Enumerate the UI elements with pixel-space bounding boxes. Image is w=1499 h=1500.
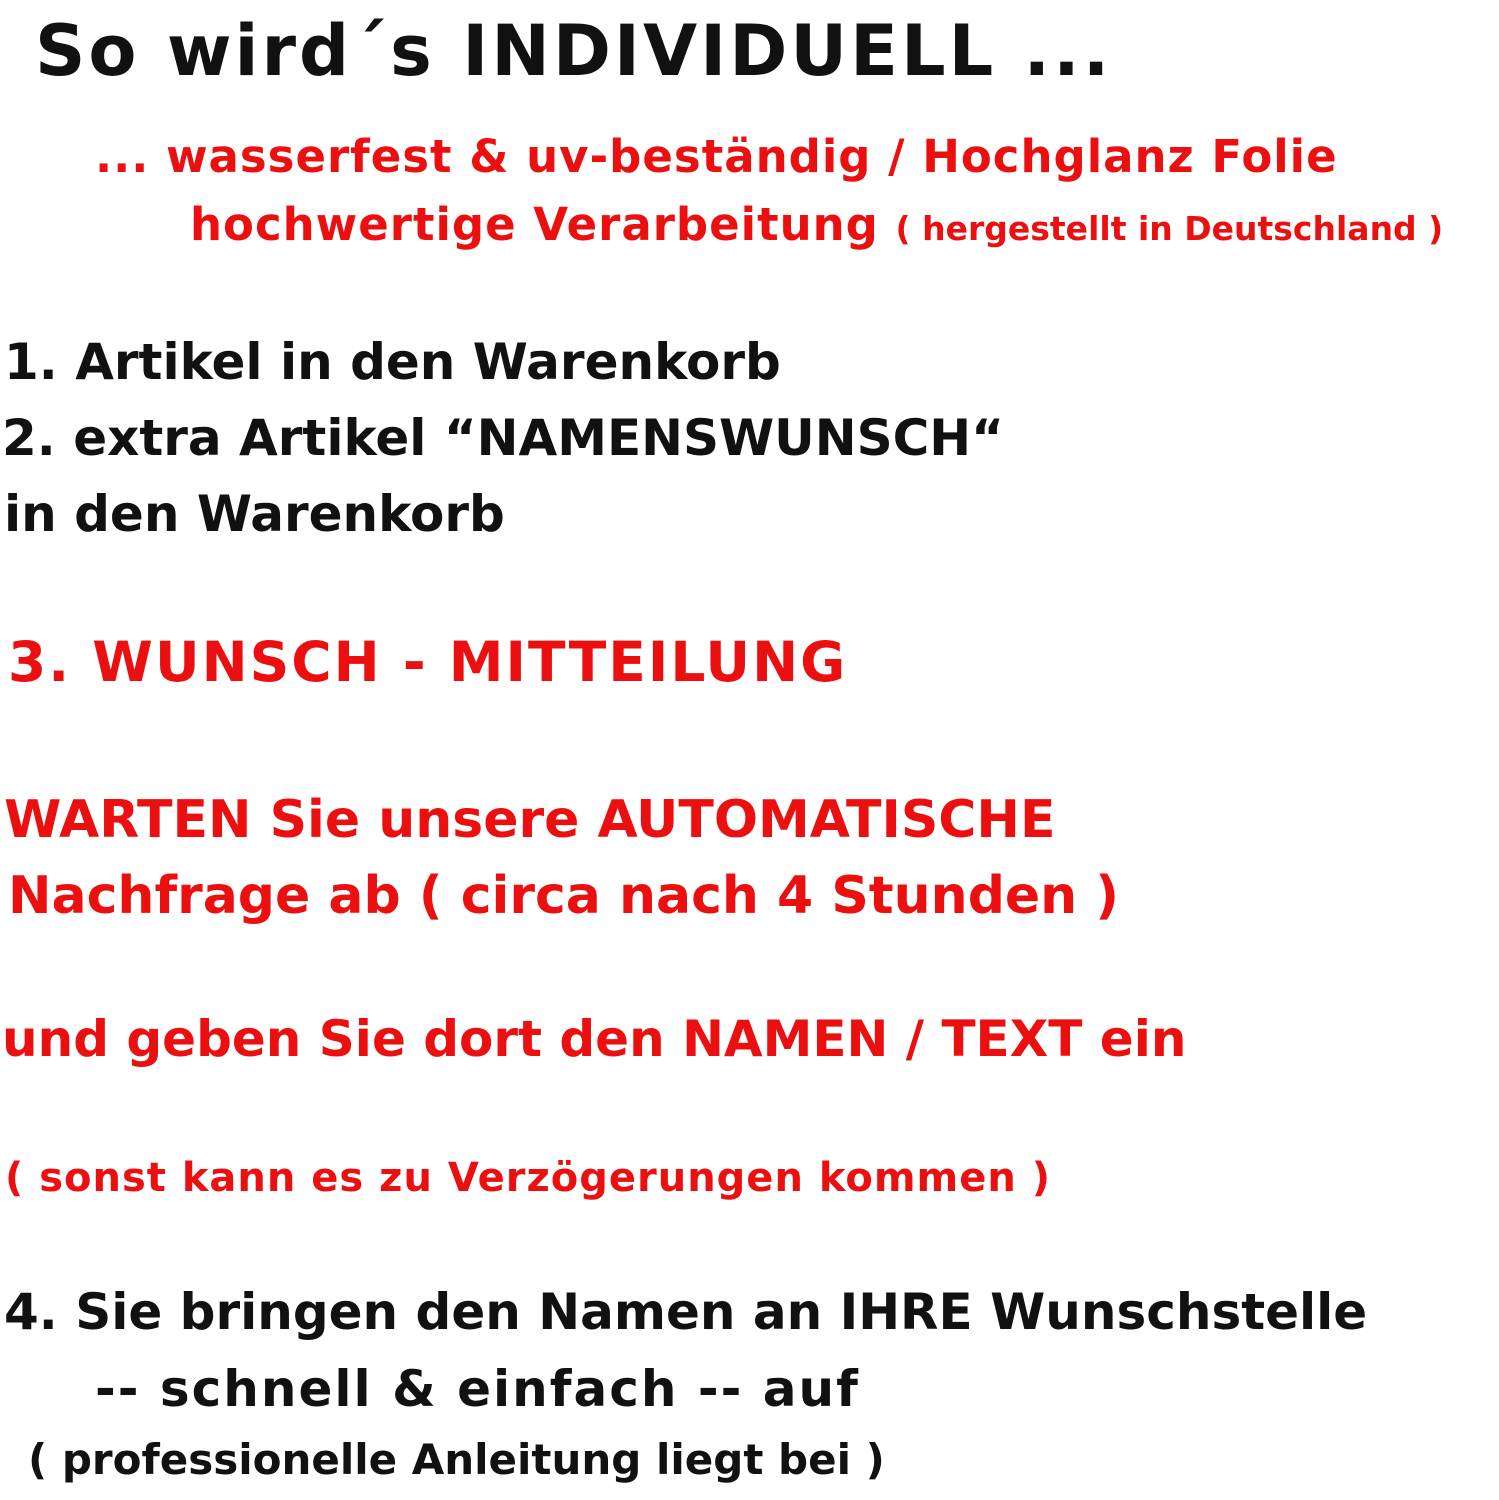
subtitle-quality-main: hochwertige Verarbeitung [190, 198, 879, 251]
wait-instruction-line2: Nachfrage ab ( circa nach 4 Stunden ) [8, 866, 1120, 926]
step-4-apply-name-line1: 4. Sie bringen den Namen an IHRE Wunschstelle [4, 1283, 1368, 1341]
step-2-extra-article-line2: in den Warenkorb [4, 485, 505, 543]
enter-name-instruction: und geben Sie dort den NAMEN / TEXT ein [2, 1010, 1187, 1068]
page-title: So wird´s INDIVIDUELL ... [35, 10, 1113, 92]
wait-instruction-line1: WARTEN Sie unsere AUTOMATISCHE [4, 790, 1056, 850]
subtitle-quality [190, 198, 1443, 251]
step-3-wish-message: 3. WUNSCH - MITTEILUNG [8, 630, 848, 694]
step-4-apply-name-line2: -- schnell & einfach -- auf [95, 1360, 860, 1418]
subtitle-made-in-germany-note: ( hergestellt in Deutschland ) [895, 209, 1444, 248]
subtitle-durability: ... wasserfest & uv-beständig / Hochglanz Folie [95, 130, 1338, 183]
delay-warning-note: ( sonst kann es zu Verzögerungen kommen ) [5, 1155, 1052, 1201]
step-2-extra-article-line1: 2. extra Artikel “NAMENSWUNSCH“ [2, 409, 1005, 467]
step-1-add-to-cart: 1. Artikel in den Warenkorb [4, 333, 781, 391]
step-4-instructions-included-note: ( professionelle Anleitung liegt bei ) [28, 1435, 885, 1484]
